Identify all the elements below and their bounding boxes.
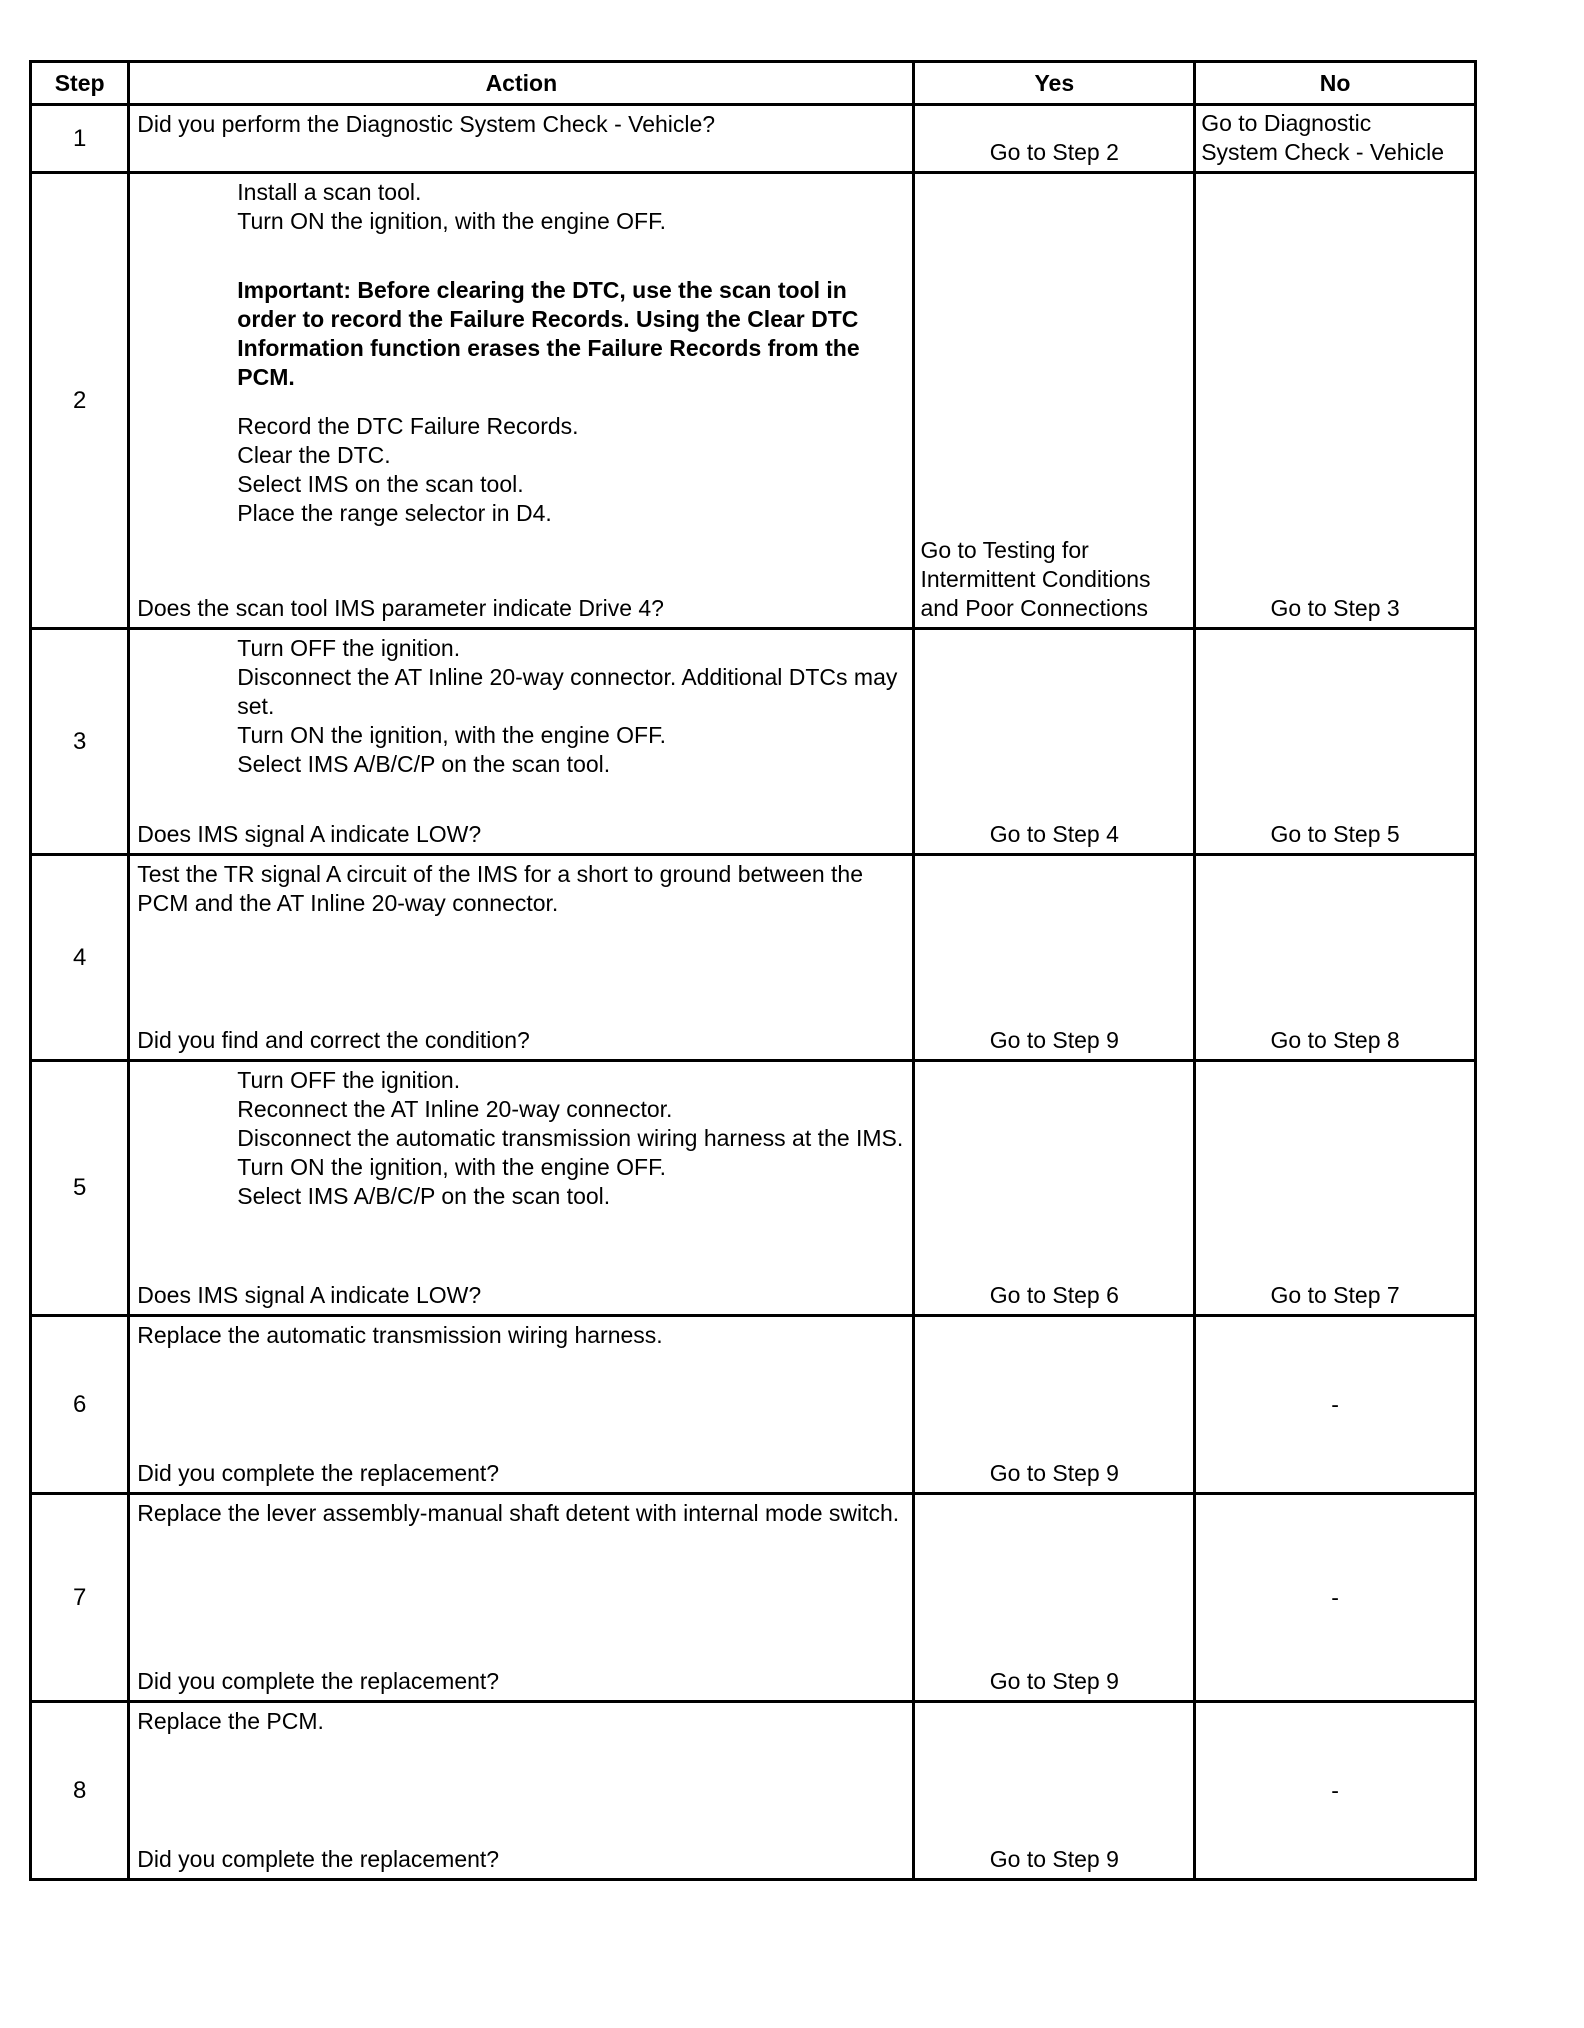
header-step: Step — [31, 62, 129, 105]
yes-cell — [914, 629, 1195, 855]
table-row-step-5 — [31, 1061, 1476, 1316]
diagnostic-table-sheet — [29, 60, 1477, 1881]
no-answer: Go to Diagnostic System Check - Vehicle — [1201, 110, 1445, 165]
action-line: Reconnect the AT Inline 20-way connector. — [237, 1096, 673, 1122]
table-row-step-6 — [31, 1316, 1476, 1494]
step-number: 3 — [31, 629, 129, 855]
yes-cell — [914, 1494, 1195, 1702]
no-answer: - — [1331, 1777, 1339, 1803]
action-line: Turn ON the ignition, with the engine OFF. — [237, 208, 666, 234]
action-text: Replace the lever assembly-manual shaft detent with internal mode switch. — [137, 1500, 900, 1526]
no-answer: Go to Step 8 — [1270, 1027, 1400, 1053]
header-row — [31, 62, 1476, 105]
action-text: Test the TR signal A circuit of the IMS for a short to ground between the PCM and the AT Inline 20-way connector. — [137, 861, 870, 916]
table-row-step-8 — [31, 1702, 1476, 1880]
action-line: Disconnect the AT Inline 20-way connector. Additional DTCs may set. — [237, 664, 904, 719]
no-cell — [1195, 1494, 1476, 1702]
action-question: Does IMS signal A indicate LOW? — [137, 1282, 482, 1308]
action-line: Turn OFF the ignition. — [237, 1067, 461, 1093]
table-row-step-2 — [31, 173, 1476, 629]
no-answer: - — [1331, 1391, 1339, 1417]
no-answer: Go to Step 5 — [1270, 821, 1400, 847]
no-cell — [1195, 173, 1476, 629]
action-text: Replace the PCM. — [137, 1708, 324, 1734]
step-number: 6 — [31, 1316, 129, 1494]
yes-answer: Go to Step 2 — [989, 139, 1119, 165]
yes-answer: Go to Step 9 — [989, 1668, 1119, 1694]
yes-answer: Go to Step 4 — [989, 821, 1119, 847]
no-cell — [1195, 1061, 1476, 1316]
table-row-step-7 — [31, 1494, 1476, 1702]
action-question: Did you perform the Diagnostic System Check - Vehicle? — [137, 111, 716, 137]
action-question: Did you complete the replacement? — [137, 1668, 500, 1694]
action-cell — [129, 1061, 914, 1316]
action-line: Install a scan tool. — [237, 179, 422, 205]
action-line: Select IMS on the scan tool. — [237, 471, 524, 497]
action-text: Replace the automatic transmission wiring harness. — [137, 1322, 663, 1348]
important-note: Important: Before clearing the DTC, use the scan tool in order to record the Failure Records. Using the Clear DTC Information function erases the Failure Records from the PCM. — [237, 277, 860, 390]
action-line: Turn ON the ignition, with the engine OFF. — [237, 722, 666, 748]
no-cell — [1195, 855, 1476, 1061]
diagnostic-table — [29, 60, 1477, 1881]
yes-cell — [914, 105, 1195, 173]
yes-answer: Go to Step 9 — [989, 1027, 1119, 1053]
yes-cell — [914, 1316, 1195, 1494]
action-cell — [129, 1316, 914, 1494]
step-number: 8 — [31, 1702, 129, 1880]
yes-answer: Go to Step 9 — [989, 1460, 1119, 1486]
action-cell — [129, 105, 914, 173]
table-row-step-3 — [31, 629, 1476, 855]
action-line: Clear the DTC. — [237, 442, 391, 468]
no-cell — [1195, 629, 1476, 855]
table-row-step-1 — [31, 105, 1476, 173]
header-action: Action — [129, 62, 914, 105]
no-cell — [1195, 1316, 1476, 1494]
action-question: Does the scan tool IMS parameter indicate Drive 4? — [137, 595, 664, 621]
yes-answer: Go to Step 9 — [989, 1846, 1119, 1872]
yes-cell — [914, 1702, 1195, 1880]
yes-answer: Go to Step 6 — [989, 1282, 1119, 1308]
action-line: Turn OFF the ignition. — [237, 635, 461, 661]
no-cell — [1195, 105, 1476, 173]
action-cell — [129, 173, 914, 629]
step-number: 7 — [31, 1494, 129, 1702]
action-line: Disconnect the automatic transmission wiring harness at the IMS. — [237, 1125, 904, 1151]
yes-answer: Go to Testing for Intermittent Conditions and Poor Connections — [920, 537, 1151, 621]
action-line: Turn ON the ignition, with the engine OFF. — [237, 1154, 666, 1180]
action-line: Select IMS A/B/C/P on the scan tool. — [237, 751, 611, 777]
header-no: No — [1195, 62, 1476, 105]
action-line: Place the range selector in D4. — [237, 500, 552, 526]
action-cell — [129, 1494, 914, 1702]
header-yes: Yes — [914, 62, 1195, 105]
no-answer: - — [1331, 1584, 1339, 1610]
table-row-step-4 — [31, 855, 1476, 1061]
step-number: 2 — [31, 173, 129, 629]
no-answer: Go to Step 7 — [1270, 1282, 1400, 1308]
action-line: Record the DTC Failure Records. — [237, 413, 579, 439]
action-cell — [129, 629, 914, 855]
action-line: Select IMS A/B/C/P on the scan tool. — [237, 1183, 611, 1209]
action-question: Does IMS signal A indicate LOW? — [137, 821, 482, 847]
step-number: 4 — [31, 855, 129, 1061]
no-answer: Go to Step 3 — [1270, 595, 1400, 621]
yes-cell — [914, 1061, 1195, 1316]
no-cell — [1195, 1702, 1476, 1880]
action-cell — [129, 1702, 914, 1880]
step-number: 1 — [31, 105, 129, 173]
yes-cell — [914, 173, 1195, 629]
step-number: 5 — [31, 1061, 129, 1316]
yes-cell — [914, 855, 1195, 1061]
action-question: Did you find and correct the condition? — [137, 1027, 530, 1053]
action-question: Did you complete the replacement? — [137, 1846, 500, 1872]
action-cell — [129, 855, 914, 1061]
action-question: Did you complete the replacement? — [137, 1460, 500, 1486]
